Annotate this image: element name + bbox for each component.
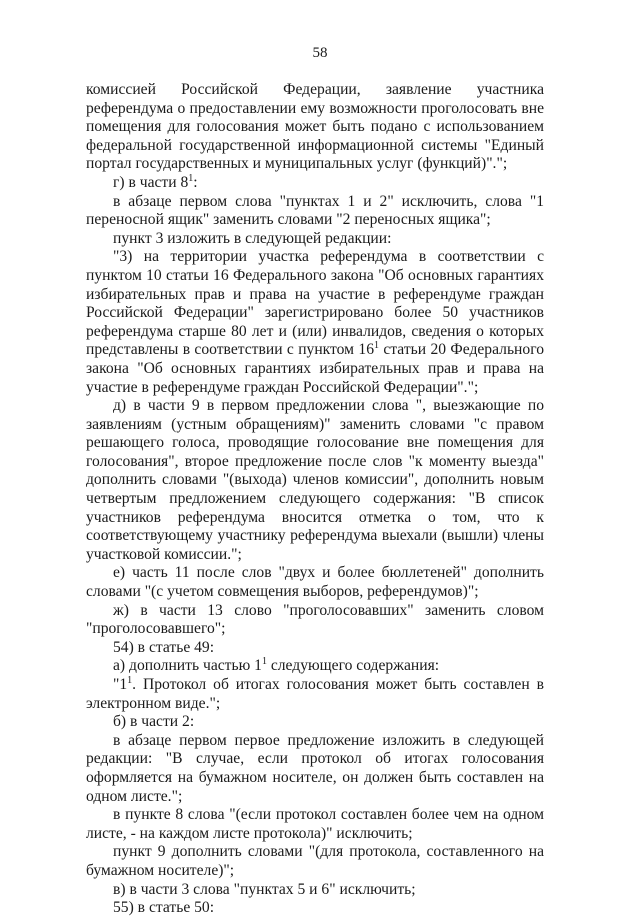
page-number: 58 [312,45,328,61]
paragraph [86,81,544,174]
paragraph-text: в абзаце первом первое предложение изложить в следующей редакции: "В случае, если протокол об итогах голосования оформляется на бумажном носителе, он должен быть составлен на одном листе."; [86,731,544,805]
paragraph-text: а) дополнить частью 1 [113,657,262,675]
paragraph [86,193,544,230]
paragraph-text: комиссией Российской Федерации, заявление участника референдума о предоставлении ему возможности проголосовать вне помещения для голосования может быть подано с использованием федеральной государственной информационной системы "Единый портал государственных и муниципальных услуг (функций)"."; [86,81,544,173]
paragraph-text: пункт 9 дополнить словами "(для протокола, составленного на бумажном носителе)"; [86,843,544,879]
paragraph [86,174,544,193]
paragraph-text: г) в части 8 [113,173,189,191]
paragraph-text: д) в части 9 в первом предложении слова ", выезжающие по заявлениям (устным обращениям)" заменить словами "с правом решающего голоса, проводящие голосование вне помещения для голосования", второе предложение после слов "к моменту выезда" дополнить словами "(выхода) членов комиссии", дополнить новым четвертым предложением следующего содержания: "В список участников референдума вносится отметка о том, что к соответствующему участнику референдума выехали (вышли) члены участковой комиссии."; [86,397,544,563]
paragraph [86,843,544,880]
document-body [86,81,544,918]
paragraph-text: в абзаце первом слова "пунктах 1 и 2" исключить, слова "1 переносной ящик" заменить словами "2 переносных ящика"; [86,192,544,229]
paragraph-text: пункт 3 изложить в следующей редакции: [113,229,392,247]
paragraph [86,732,544,806]
paragraph [86,899,544,918]
paragraph [86,881,544,900]
paragraph-text: в пункте 8 слова "(если протокол составлен более чем на одном листе, - на каждом листе протокола)" исключить; [86,806,544,842]
paragraph-text: б) в части 2: [113,713,195,731]
paragraph [86,657,544,676]
paragraph [86,676,544,713]
paragraph-text: следующего содержания: [266,657,440,675]
paragraph-text: 55) в статье 50: [113,899,215,917]
paragraph-text: е) часть 11 после слов "двух и более бюллетеней" дополнить словами "(с учетом совмещения выборов, референдумов)"; [86,564,544,601]
paragraph [86,248,544,397]
paragraph [86,602,544,639]
paragraph-text: : [193,173,198,191]
paragraph-text: статьи 20 Федерального закона "Об основных гарантиях избирательных прав и права на участие в референдуме граждан Российской Федерации"."; [86,341,545,396]
paragraph-text: 54) в статье 49: [113,638,215,656]
paragraph [86,806,544,843]
paragraph [86,564,544,601]
superscript: 1 [374,340,379,352]
superscript: 1 [127,675,133,686]
paragraph-text: "1 [113,676,128,693]
paragraph [86,230,544,249]
paragraph [86,713,544,732]
superscript: 1 [188,172,194,184]
paragraph-text: "3) на территории участка референдума в соответствии с пунктом 10 статьи 16 Федерального закона "Об основных гарантиях избирательных прав и права на участие в референдуме граждан Российской Федерации" зарегистрировано более 50 участников референдума старше 80 лет и (или) инвалидов, сведения о которых представлены в соответствии с пунктом 16 [86,248,544,359]
paragraph [86,639,544,658]
superscript: 1 [261,656,267,668]
paragraph-text: ж) в части 13 слово "проголосовавших" заменить словом "проголосовавшего"; [86,601,544,638]
paragraph [86,397,544,564]
paragraph-text: . Протокол об итогах голосования может быть составлен в электронном виде."; [86,676,544,712]
paragraph-text: в) в части 3 слова "пунктах 5 и 6" исключить; [113,880,416,898]
